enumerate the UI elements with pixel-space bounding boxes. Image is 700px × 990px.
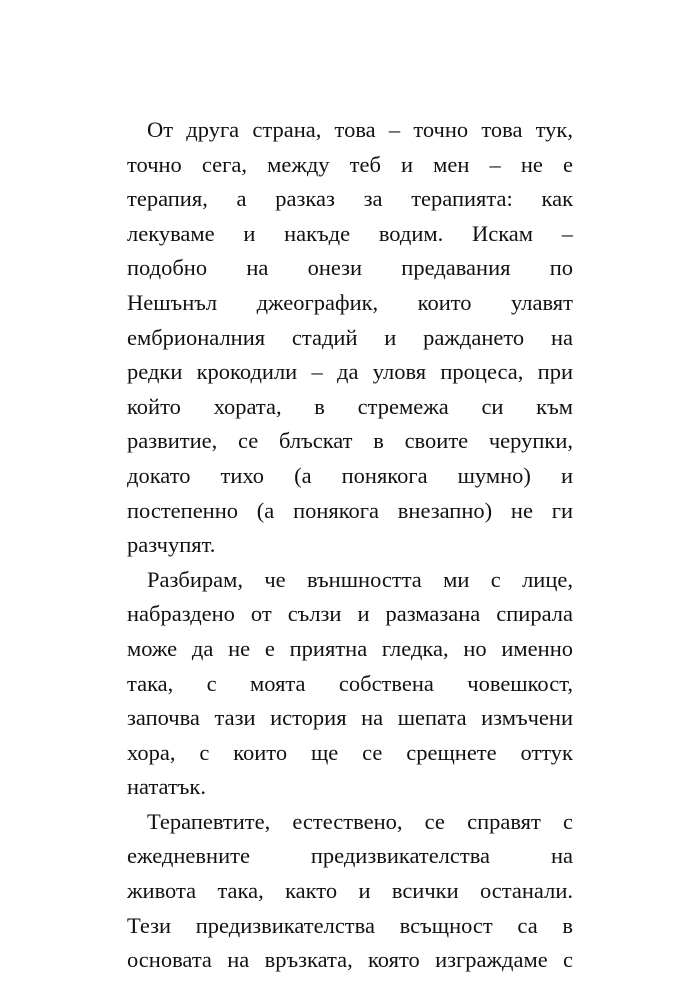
text-line: основата на връзката, която изграждаме с (127, 947, 573, 973)
text-line: ежедневните предизвикателства на (127, 843, 573, 869)
text-line: точно сега, между теб и мен – не е (127, 151, 573, 177)
text-line: разчупят. (127, 532, 216, 558)
text-line: ембрионалния стадий и раждането на (127, 324, 573, 350)
text-line: Нешънъл джеографик, които улавят (127, 289, 573, 315)
text-line: лекуваме и накъде водим. Искам – (127, 220, 573, 246)
paragraph-1 (127, 113, 573, 563)
text-line: хора, с които ще се срещнете оттук (127, 739, 573, 765)
text-line: който хората, в стремежа си към (127, 393, 573, 419)
paragraph-3 (127, 805, 573, 978)
text-line: Терапевтите, естествено, се справят с (147, 808, 573, 834)
paragraph-2 (127, 563, 573, 805)
text-line: подобно на онези предавания по (127, 255, 573, 281)
text-line: започва тази история на шепата измъчени (127, 705, 573, 731)
text-line: редки крокодили – да уловя процеса, при (127, 359, 573, 385)
text-line: Тези предизвикателства всъщност са в (127, 912, 573, 938)
text-line: постепенно (а понякога внезапно) не ги (127, 497, 573, 523)
text-line: нататък. (127, 774, 206, 800)
text-line: така, с моята собствена човешкост, (127, 670, 573, 696)
text-line: Разбирам, че външността ми с лице, (147, 566, 573, 592)
text-line: набраздено от сълзи и размазана спирала (127, 601, 573, 627)
text-line: живота така, както и всички останали. (127, 878, 573, 904)
text-line: развитие, се блъскат в своите черупки, (127, 428, 573, 454)
text-line: може да не е приятна гледка, но именно (127, 635, 573, 661)
text-line: терапия, а разказ за терапията: как (127, 186, 573, 212)
text-line: докато тихо (а понякога шумно) и (127, 462, 573, 488)
page-body (127, 113, 573, 978)
text-line: От друга страна, това – точно това тук, (147, 117, 573, 142)
